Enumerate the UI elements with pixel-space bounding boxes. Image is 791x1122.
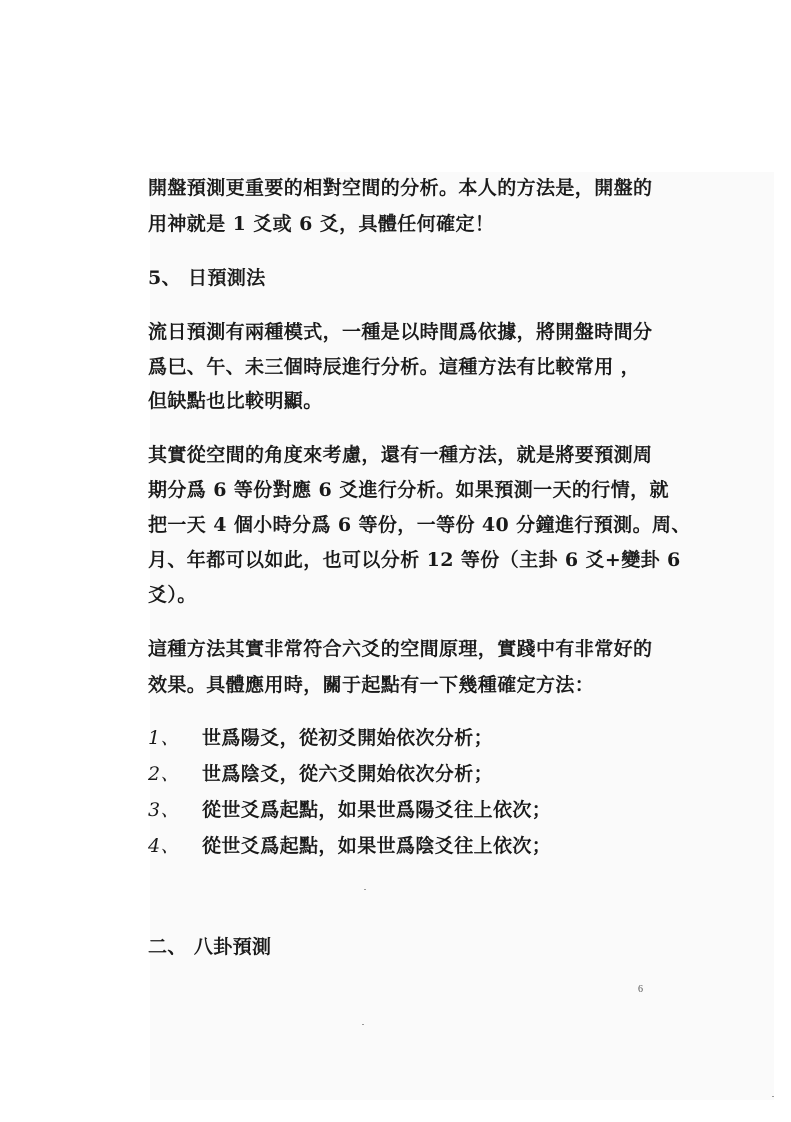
list-item-text: 世爲陽爻，從初爻開始依次分析；: [202, 727, 494, 749]
paragraph-line: 效果。具體應用時，關于起點有一下幾種確定方法：: [148, 674, 595, 696]
paragraph-line: 但缺點也比較明顯。: [148, 390, 323, 412]
paragraph-line: 把一天 4 個小時分爲 6 等份，一等份 40 分鐘進行預測。周、: [148, 514, 691, 536]
paragraph-line: 爲巳、午、未三個時辰進行分析。這種方法有比較常用 ，: [148, 356, 641, 378]
paragraph-line: 期分爲 6 等份對應 6 爻進行分析。如果預測一天的行情，就: [148, 479, 669, 501]
scan-speck: [364, 889, 366, 890]
list-item-text: 世爲陰爻，從六爻開始依次分析；: [202, 763, 494, 785]
section-heading-2: 二、 八卦預測: [148, 936, 272, 958]
list-item: [148, 834, 551, 858]
list-item-number: 3、: [148, 799, 180, 821]
list-item-text: 從世爻爲起點，如果世爲陰爻往上依次；: [202, 835, 552, 857]
paragraph-line: 用神就是 1 爻或 6 爻，具體任何確定！: [148, 213, 495, 235]
paragraph-line: 月、年都可以如此，也可以分析 12 等份（主卦 6 爻+變卦 6: [148, 549, 681, 571]
paragraph-line: 爻）。: [148, 584, 197, 606]
paragraph-line: 開盤預測更重要的相對空間的分析。本人的方法是，開盤的: [148, 177, 653, 199]
list-item: [148, 798, 551, 822]
list-item-text: 從世爻爲起點，如果世爲陽爻往上依次；: [202, 799, 552, 821]
paragraph-line: 其實從空間的角度來考慮，還有一種方法，就是將要預測周: [148, 444, 653, 466]
scan-speck: [772, 1096, 774, 1097]
scan-speck: [362, 1024, 364, 1025]
page-number: 6: [638, 984, 643, 995]
list-item-number: 4、: [148, 835, 180, 857]
section-heading-5: 5、 日預測法: [148, 267, 266, 289]
paragraph-line: 這種方法其實非常符合六爻的空間原理，實踐中有非常好的: [148, 638, 653, 660]
paragraph-line: 流日預測有兩種模式，一種是以時間爲依據，將開盤時間分: [148, 321, 653, 343]
document-page: [148, 0, 691, 1122]
list-item-number: 2、: [148, 763, 180, 785]
list-item: [148, 726, 493, 750]
list-item-number: 1、: [148, 727, 180, 749]
list-item: [148, 762, 493, 786]
